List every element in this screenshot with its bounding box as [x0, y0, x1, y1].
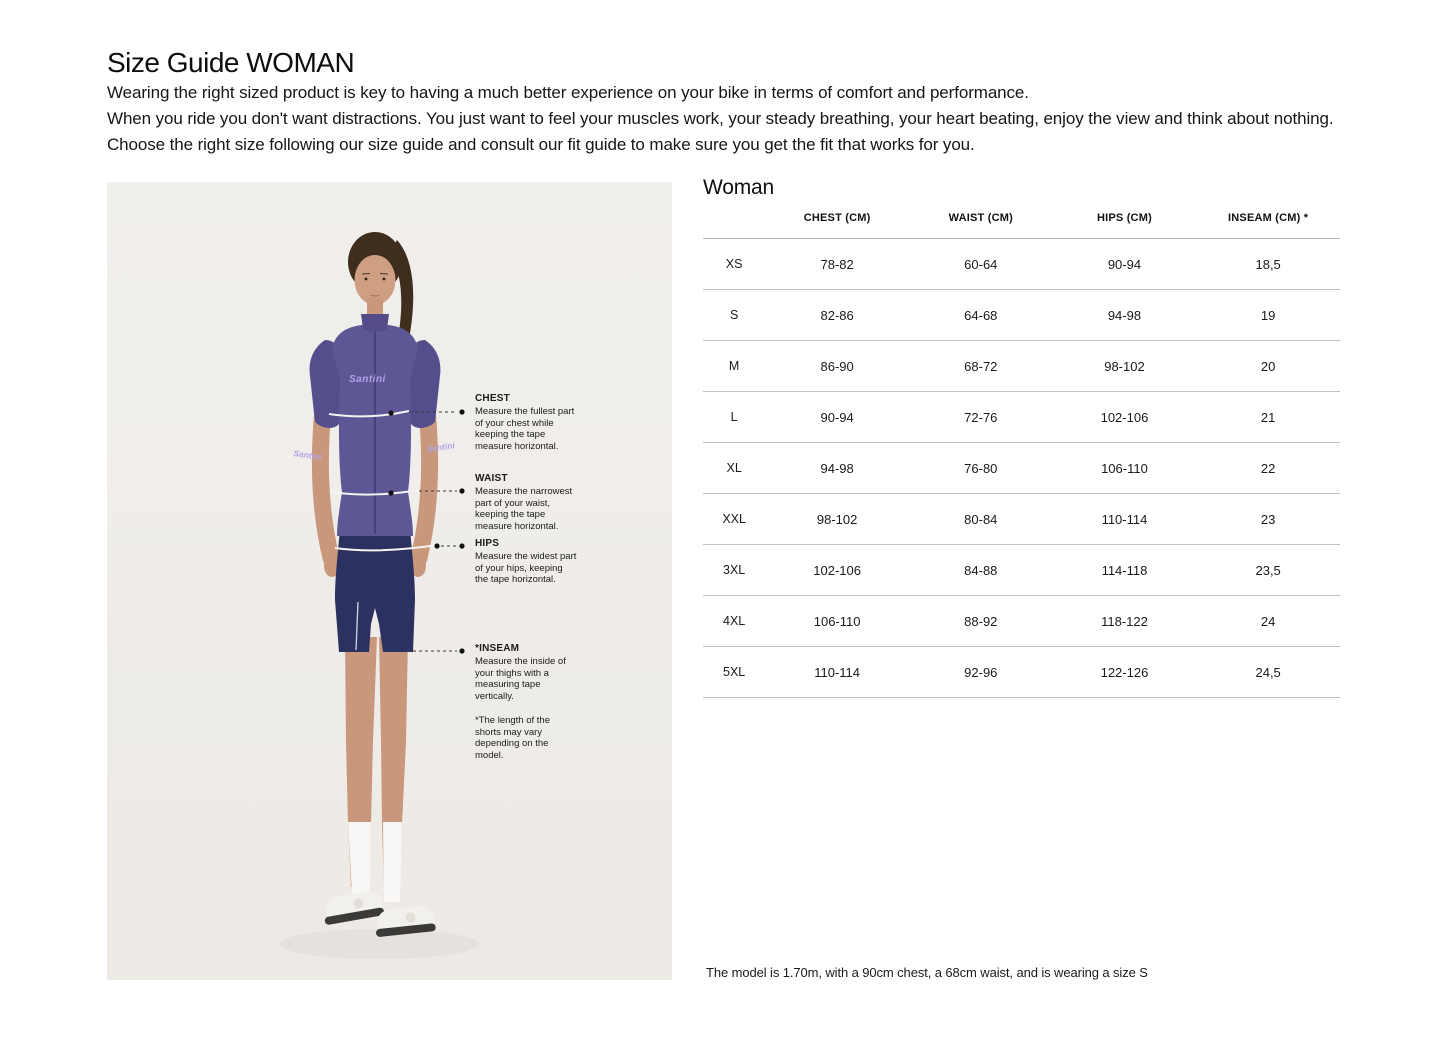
waist-value: 72-76: [909, 392, 1053, 443]
intro-line: Wearing the right sized product is key to having a much better experience on your bike in terms of comfort and performance.: [107, 83, 1029, 102]
size-value: 4XL: [703, 596, 765, 647]
waist-value: 64-68: [909, 290, 1053, 341]
table-row: [703, 494, 1340, 545]
chest-value: 110-114: [765, 647, 909, 698]
sock-left: [348, 822, 371, 894]
annotation-label: HIPS: [475, 538, 500, 549]
chest-value: 90-94: [765, 392, 909, 443]
chest-value: 82-86: [765, 290, 909, 341]
chest-value: 106-110: [765, 596, 909, 647]
face: [355, 255, 396, 305]
annotation-text: Measure the narrowest part of your waist, keeping the tape measure horizontal.: [475, 486, 573, 533]
hips-value: 90-94: [1053, 239, 1197, 290]
chest-value: 102-106: [765, 545, 909, 596]
annotation-chest: [475, 393, 577, 453]
waist-value: 68-72: [909, 341, 1053, 392]
hips-value: 102-106: [1053, 392, 1197, 443]
hips-value: 94-98: [1053, 290, 1197, 341]
inseam-value: 24,5: [1196, 647, 1340, 698]
annotation-note: *The length of the shorts may vary depending on the model.: [475, 714, 550, 761]
waist-value: 60-64: [909, 239, 1053, 290]
size-value: S: [703, 290, 765, 341]
header-chest: CHEST (CM): [765, 212, 909, 239]
annotation-label: CHEST: [475, 393, 510, 404]
annotation-hips: [475, 538, 577, 586]
annotation-text: Measure the widest part of your hips, keeping the tape horizontal.: [475, 551, 577, 586]
hips-value: 106-110: [1053, 443, 1197, 494]
table-row: [703, 341, 1340, 392]
size-value: L: [703, 392, 765, 443]
size-value: XL: [703, 443, 765, 494]
inseam-value: 18,5: [1196, 239, 1340, 290]
inseam-value: 22: [1196, 443, 1340, 494]
table-row: [703, 647, 1340, 698]
chest-value: 94-98: [765, 443, 909, 494]
size-value: XS: [703, 239, 765, 290]
size-value: 3XL: [703, 545, 765, 596]
brand-logo-sleeve-left: Santini: [292, 448, 323, 462]
inseam-value: 23: [1196, 494, 1340, 545]
inseam-value: 19: [1196, 290, 1340, 341]
hips-value: 118-122: [1053, 596, 1197, 647]
inseam-value: 23,5: [1196, 545, 1340, 596]
jersey-collar: [361, 314, 389, 332]
model-photo: [107, 182, 672, 980]
inseam-value: 24: [1196, 596, 1340, 647]
waist-value: 80-84: [909, 494, 1053, 545]
intro-text: [107, 80, 1367, 158]
hips-value: 114-118: [1053, 545, 1197, 596]
inseam-value: 20: [1196, 341, 1340, 392]
brand-logo-chest: Santini: [349, 374, 386, 385]
chest-value: 98-102: [765, 494, 909, 545]
hips-value: 98-102: [1053, 341, 1197, 392]
header-inseam: INSEAM (CM) *: [1196, 212, 1340, 239]
table-row: [703, 443, 1340, 494]
annotation-label: WAIST: [475, 473, 508, 484]
table-title: Woman: [703, 176, 774, 199]
hips-value: 122-126: [1053, 647, 1197, 698]
sock-right: [383, 822, 402, 902]
annotation-label: *INSEAM: [475, 643, 520, 654]
header-waist: WAIST (CM): [909, 212, 1053, 239]
table-header-row: [703, 212, 1340, 239]
size-table-section: [703, 176, 1340, 698]
size-value: M: [703, 341, 765, 392]
table-row: [703, 545, 1340, 596]
header-size: [703, 212, 765, 239]
hips-value: 110-114: [1053, 494, 1197, 545]
size-value: XXL: [703, 494, 765, 545]
table-row: [703, 596, 1340, 647]
page-title: Size Guide WOMAN: [107, 46, 355, 78]
table-row: [703, 290, 1340, 341]
model-footnote: The model is 1.70m, with a 90cm chest, a 68cm waist, and is wearing a size S: [706, 965, 1148, 980]
annotation-waist: [475, 473, 577, 533]
brand-logo-sleeve-right: Santini: [425, 440, 456, 454]
annotation-inseam: [475, 643, 577, 762]
intro-line: Choose the right size following our size guide and consult our fit guide to make sure you get the fit that works for you.: [107, 135, 975, 154]
chest-value: 86-90: [765, 341, 909, 392]
size-value: 5XL: [703, 647, 765, 698]
waist-value: 88-92: [909, 596, 1053, 647]
table-row: [703, 392, 1340, 443]
model-illustration: [107, 182, 672, 980]
size-table: [703, 212, 1340, 698]
waist-value: 84-88: [909, 545, 1053, 596]
waist-value: 92-96: [909, 647, 1053, 698]
table-row: [703, 239, 1340, 290]
header-hips: HIPS (CM): [1053, 212, 1197, 239]
eye-left: [365, 278, 368, 281]
chest-value: 78-82: [765, 239, 909, 290]
waist-value: 76-80: [909, 443, 1053, 494]
eye-right: [383, 278, 386, 281]
annotation-text: Measure the inside of your thighs with a measuring tape vertically.: [475, 656, 566, 703]
intro-line: When you ride you don't want distractions. You just want to feel your muscles work, your steady breathing, your heart beating, enjoy the view and think about nothing.: [107, 109, 1334, 128]
inseam-value: 21: [1196, 392, 1340, 443]
annotation-text: Measure the fullest part of your chest while keeping the tape measure horizontal.: [475, 406, 575, 453]
